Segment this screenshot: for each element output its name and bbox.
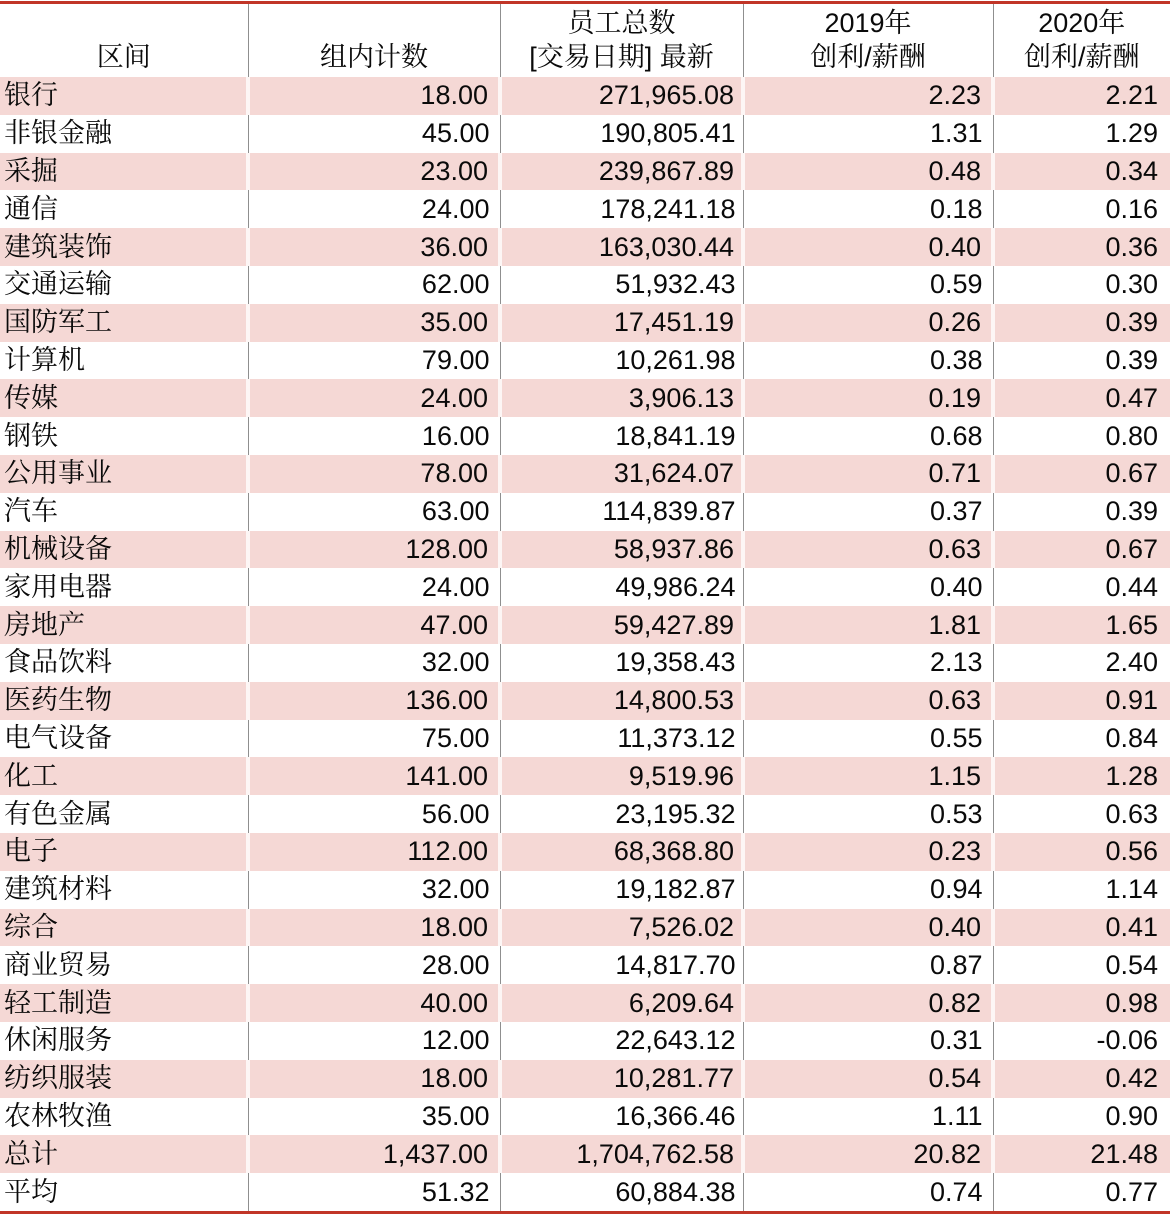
value-cell: 0.80 [993,417,1170,455]
table-row [0,493,1170,531]
value-cell: 10,261.98 [500,342,743,380]
value-cell: 14,817.70 [500,946,743,984]
value-cell: 21.48 [993,1135,1170,1173]
value-cell: 3,906.13 [500,379,743,417]
value-cell: 0.82 [743,984,993,1022]
value-cell: 22,643.12 [500,1022,743,1060]
table-row [0,909,1170,947]
value-cell: 0.90 [993,1098,1170,1136]
value-cell: 7,526.02 [500,909,743,947]
sector-cell: 汽车 [4,496,58,527]
header-sector [0,4,248,77]
table-row [0,379,1170,417]
table-row [0,417,1170,455]
value-cell: 136.00 [248,682,500,720]
value-cell: 0.63 [743,531,993,569]
value-cell: 0.74 [743,1173,993,1211]
value-cell: 0.39 [993,304,1170,342]
header-row [0,4,1170,77]
value-cell: 60,884.38 [500,1173,743,1211]
table-row [0,455,1170,493]
value-cell: 0.94 [743,871,993,909]
value-cell: 10,281.77 [500,1060,743,1098]
value-cell: 40.00 [248,984,500,1022]
table-row [0,984,1170,1022]
value-cell: -0.06 [993,1022,1170,1060]
table-row [0,833,1170,871]
value-cell: 62.00 [248,266,500,304]
value-cell: 0.31 [743,1022,993,1060]
table-row [0,115,1170,153]
value-cell: 0.67 [993,455,1170,493]
value-cell: 45.00 [248,115,500,153]
value-cell: 0.39 [993,493,1170,531]
header-employee-total [500,4,743,77]
value-cell: 0.26 [743,304,993,342]
value-cell: 1,437.00 [248,1135,500,1173]
value-cell: 2.21 [993,77,1170,115]
value-cell: 0.54 [993,946,1170,984]
table-row [0,720,1170,758]
value-cell: 23.00 [248,153,500,191]
value-cell: 14,800.53 [500,682,743,720]
sector-cell: 钢铁 [4,420,58,451]
table-row [0,1098,1170,1136]
salary-profit-table [0,4,1170,1211]
table-row [0,1135,1170,1173]
value-cell: 16,366.46 [500,1098,743,1136]
sector-cell: 有色金属 [4,798,112,829]
value-cell: 18,841.19 [500,417,743,455]
value-cell: 35.00 [248,1098,500,1136]
value-cell: 0.18 [743,190,993,228]
sector-cell: 平均 [4,1176,58,1207]
value-cell: 36.00 [248,228,500,266]
value-cell: 32.00 [248,644,500,682]
table-row [0,77,1170,115]
value-cell: 63.00 [248,493,500,531]
sector-cell: 房地产 [4,609,85,640]
value-cell: 114,839.87 [500,493,743,531]
value-cell: 0.40 [743,909,993,947]
header-2020-line1: 2020年 [1038,8,1126,38]
value-cell: 16.00 [248,417,500,455]
table-row [0,606,1170,644]
value-cell: 24.00 [248,379,500,417]
value-cell: 1.65 [993,606,1170,644]
header-employee-total-line2: [交易日期] 最新 [529,42,714,72]
value-cell: 1,704,762.58 [500,1135,743,1173]
sector-cell: 建筑装饰 [4,231,112,262]
sector-cell: 休闲服务 [4,1025,112,1056]
table-header [0,4,1170,77]
value-cell: 58,937.86 [500,531,743,569]
header-2019-line2: 创利/薪酬 [810,42,926,72]
value-cell: 0.39 [993,342,1170,380]
value-cell: 1.29 [993,115,1170,153]
value-cell: 79.00 [248,342,500,380]
sector-cell: 传媒 [4,382,58,413]
value-cell: 18.00 [248,909,500,947]
value-cell: 51.32 [248,1173,500,1211]
value-cell: 0.42 [993,1060,1170,1098]
sector-cell: 国防军工 [4,307,112,338]
sector-cell: 公用事业 [4,458,112,489]
value-cell: 0.91 [993,682,1170,720]
table-row [0,682,1170,720]
table-row [0,228,1170,266]
table-row [0,1060,1170,1098]
value-cell: 0.59 [743,266,993,304]
value-cell: 1.28 [993,757,1170,795]
value-cell: 19,358.43 [500,644,743,682]
value-cell: 0.53 [743,795,993,833]
value-cell: 190,805.41 [500,115,743,153]
value-cell: 9,519.96 [500,757,743,795]
table-row [0,1173,1170,1211]
value-cell: 68,368.80 [500,833,743,871]
value-cell: 59,427.89 [500,606,743,644]
value-cell: 0.77 [993,1173,1170,1211]
value-cell: 51,932.43 [500,266,743,304]
value-cell: 56.00 [248,795,500,833]
sector-cell: 电气设备 [4,722,112,753]
sector-cell: 建筑材料 [4,874,112,905]
value-cell: 19,182.87 [500,871,743,909]
value-cell: 0.68 [743,417,993,455]
value-cell: 0.84 [993,720,1170,758]
value-cell: 0.63 [743,682,993,720]
sector-cell: 通信 [4,193,58,224]
header-2019-ratio [743,4,993,77]
value-cell: 0.40 [743,568,993,606]
table-row [0,1022,1170,1060]
value-cell: 141.00 [248,757,500,795]
header-employee-total-line1: 员工总数 [567,8,676,38]
value-cell: 12.00 [248,1022,500,1060]
sector-cell: 综合 [4,911,58,942]
table-row [0,153,1170,191]
value-cell: 47.00 [248,606,500,644]
table-row [0,304,1170,342]
value-cell: 24.00 [248,568,500,606]
value-cell: 0.54 [743,1060,993,1098]
value-cell: 1.15 [743,757,993,795]
value-cell: 0.44 [993,568,1170,606]
value-cell: 18.00 [248,77,500,115]
value-cell: 49,986.24 [500,568,743,606]
sector-cell: 电子 [4,836,58,867]
sector-cell: 机械设备 [4,533,112,564]
value-cell: 31,624.07 [500,455,743,493]
value-cell: 1.31 [743,115,993,153]
value-cell: 0.48 [743,153,993,191]
header-sector-label: 区间 [96,42,151,72]
value-cell: 75.00 [248,720,500,758]
header-group-count [248,4,500,77]
value-cell: 0.37 [743,493,993,531]
sector-cell: 化工 [4,760,58,791]
value-cell: 18.00 [248,1060,500,1098]
value-cell: 0.19 [743,379,993,417]
table-row [0,795,1170,833]
sector-cell: 交通运输 [4,269,112,300]
value-cell: 20.82 [743,1135,993,1173]
value-cell: 11,373.12 [500,720,743,758]
value-cell: 0.56 [993,833,1170,871]
value-cell: 0.34 [993,153,1170,191]
value-cell: 163,030.44 [500,228,743,266]
value-cell: 112.00 [248,833,500,871]
table-row [0,946,1170,984]
value-cell: 17,451.19 [500,304,743,342]
header-2020-line2: 创利/薪酬 [1023,42,1140,72]
header-2019-line1: 2019年 [824,8,912,38]
value-cell: 271,965.08 [500,77,743,115]
table-row [0,342,1170,380]
table-row [0,757,1170,795]
sector-cell: 银行 [4,80,58,111]
value-cell: 28.00 [248,946,500,984]
sector-cell: 家用电器 [4,571,112,602]
value-cell: 2.23 [743,77,993,115]
value-cell: 128.00 [248,531,500,569]
value-cell: 1.81 [743,606,993,644]
value-cell: 0.30 [993,266,1170,304]
table-row [0,871,1170,909]
table-body [0,77,1170,1211]
value-cell: 0.67 [993,531,1170,569]
value-cell: 2.40 [993,644,1170,682]
sector-cell: 商业贸易 [4,949,112,980]
value-cell: 0.47 [993,379,1170,417]
sector-cell: 非银金融 [4,118,112,149]
value-cell: 78.00 [248,455,500,493]
value-cell: 23,195.32 [500,795,743,833]
sector-cell: 纺织服装 [4,1063,112,1094]
sector-cell: 农林牧渔 [4,1100,112,1131]
value-cell: 0.71 [743,455,993,493]
value-cell: 0.87 [743,946,993,984]
value-cell: 0.63 [993,795,1170,833]
value-cell: 1.14 [993,871,1170,909]
value-cell: 0.23 [743,833,993,871]
value-cell: 24.00 [248,190,500,228]
header-2020-ratio [993,4,1170,77]
sector-cell: 总计 [4,1138,58,1169]
value-cell: 0.55 [743,720,993,758]
value-cell: 6,209.64 [500,984,743,1022]
value-cell: 0.98 [993,984,1170,1022]
sector-cell: 采掘 [4,155,58,186]
sector-cell: 医药生物 [4,685,112,716]
sector-cell: 计算机 [4,344,85,375]
table-row [0,568,1170,606]
value-cell: 239,867.89 [500,153,743,191]
value-cell: 2.13 [743,644,993,682]
header-group-count-label: 组内计数 [320,42,428,72]
value-cell: 1.11 [743,1098,993,1136]
value-cell: 178,241.18 [500,190,743,228]
value-cell: 0.40 [743,228,993,266]
value-cell: 0.38 [743,342,993,380]
sector-cell: 食品饮料 [4,647,112,678]
table-row [0,266,1170,304]
value-cell: 32.00 [248,871,500,909]
value-cell: 35.00 [248,304,500,342]
bottom-red-rule [0,1211,1170,1214]
value-cell: 0.16 [993,190,1170,228]
table-row [0,644,1170,682]
table-row [0,531,1170,569]
sector-cell: 轻工制造 [4,987,112,1018]
value-cell: 0.41 [993,909,1170,947]
value-cell: 0.36 [993,228,1170,266]
table-row [0,190,1170,228]
